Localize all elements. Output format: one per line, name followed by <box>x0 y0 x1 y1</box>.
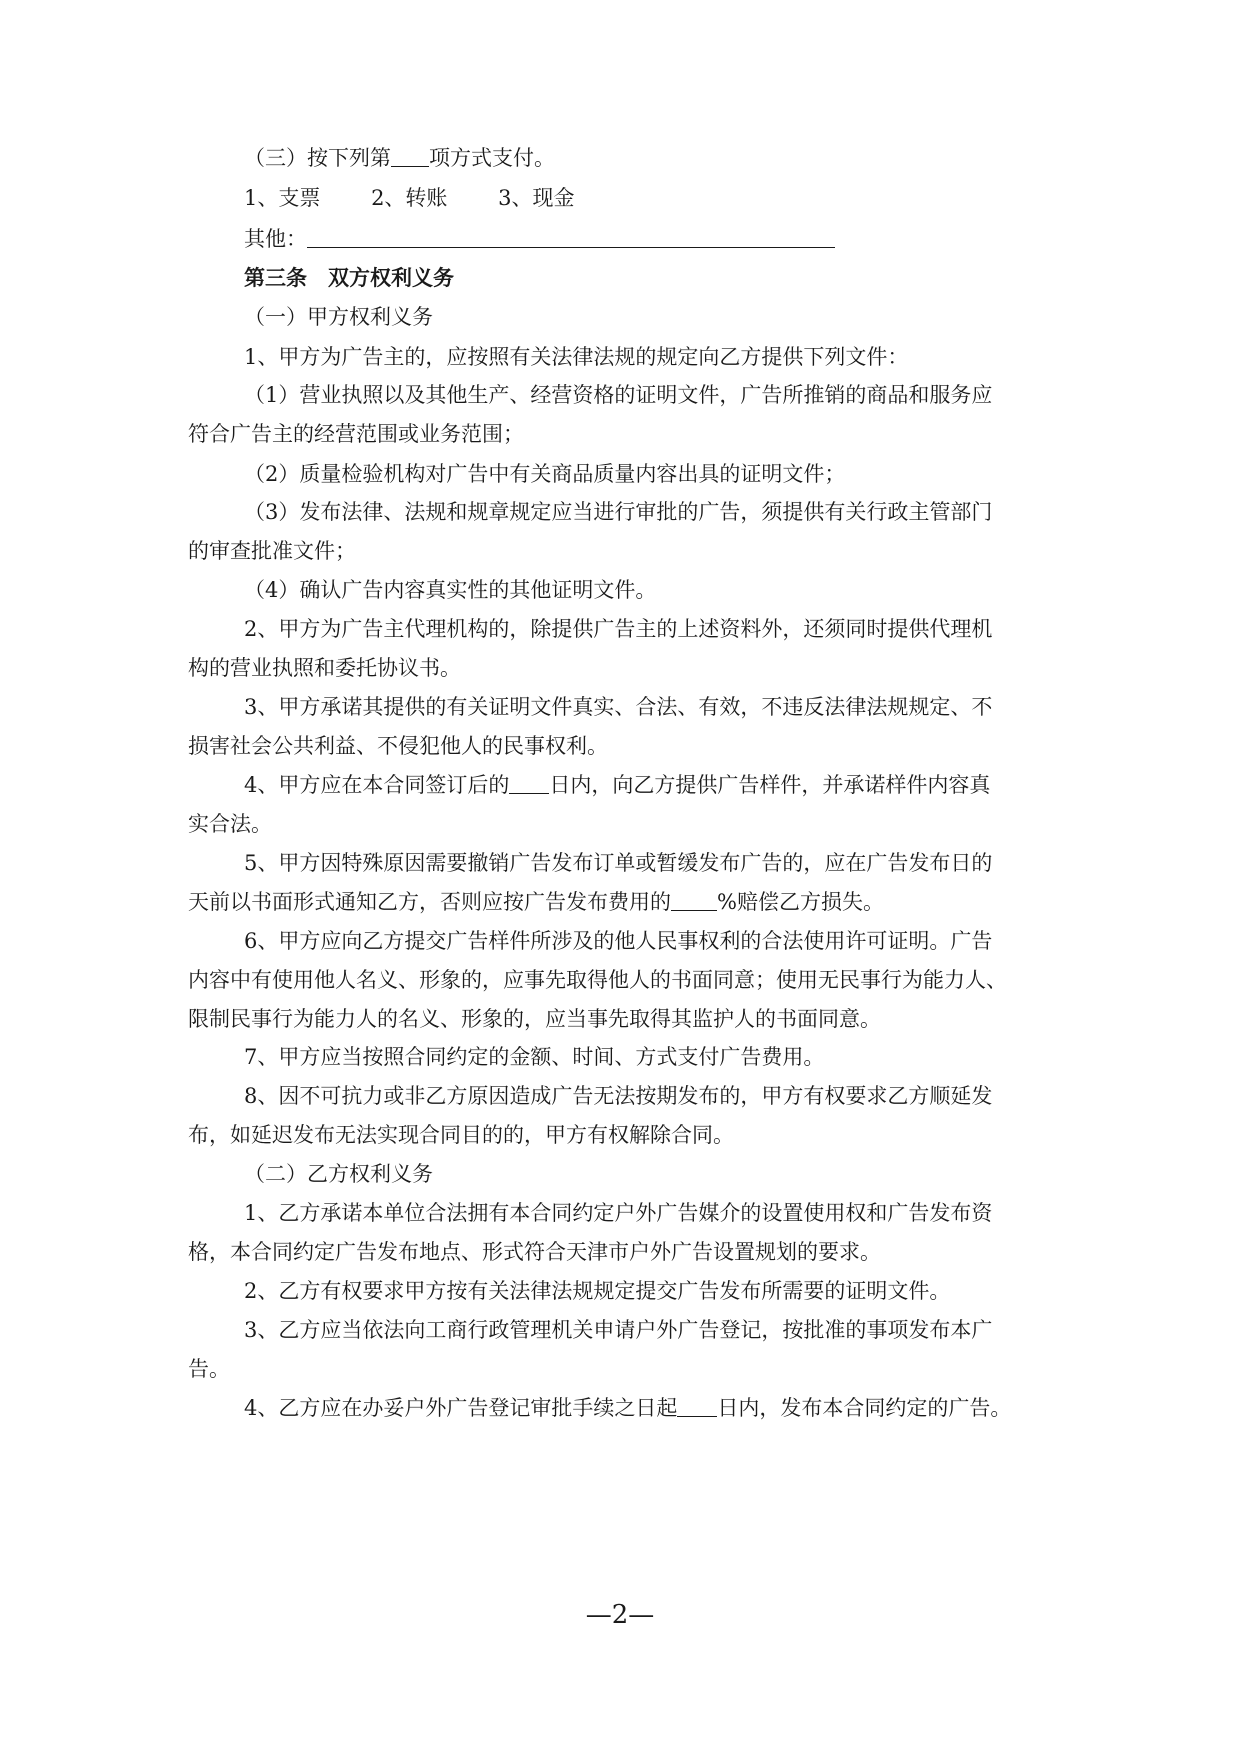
paragraph: 格，本合同约定广告发布地点、形式符合天津市户外广告设置规划的要求。 <box>188 1240 881 1264</box>
paragraph: 损害社会公共利益、不侵犯他人的民事权利。 <box>188 734 608 758</box>
paragraph: 4、乙方应在办妥户外广告登记审批手续之日起 日内，发布本合同约定的广告。 <box>244 1396 1012 1420</box>
paragraph: 3、甲方承诺其提供的有关证明文件真实、合法、有效，不违反法律法规规定、不 <box>244 695 993 719</box>
paragraph: 2、乙方有权要求甲方按有关法律法规规定提交广告发布所需要的证明文件。 <box>244 1279 951 1303</box>
paragraph: 6、甲方应向乙方提交广告样件所涉及的他人民事权利的合法使用许可证明。广告 <box>244 929 993 953</box>
paragraph: 2、甲方为广告主代理机构的，除提供广告主的上述资料外，还须同时提供代理机 <box>244 617 993 641</box>
payment-option: 2、转账 <box>371 186 448 210</box>
paragraph: （1）营业执照以及其他生产、经营资格的证明文件，广告所推销的商品和服务应 <box>244 383 993 407</box>
payment-option: 1、支票 <box>244 186 321 210</box>
paragraph: （4）确认广告内容真实性的其他证明文件。 <box>244 578 657 602</box>
paragraph: 符合广告主的经营范围或业务范围； <box>188 422 524 446</box>
section-heading-party-b: （二）乙方权利义务 <box>244 1162 433 1186</box>
payment-other-line: 其他： <box>244 224 1119 254</box>
paragraph: 7、甲方应当按照合同约定的金额、时间、方式支付广告费用。 <box>244 1045 825 1069</box>
paragraph: 3、乙方应当依法向工商行政管理机关申请户外广告登记，按批准的事项发布本广 <box>244 1318 993 1342</box>
paragraph: 5、甲方因特殊原因需要撤销广告发布订单或暂缓发布广告的，应在广告发布日的 <box>244 851 993 875</box>
paragraph: （2）质量检验机构对广告中有关商品质量内容出具的证明文件； <box>244 462 846 486</box>
paragraph: 告。 <box>188 1357 230 1381</box>
paragraph: 内容中有使用他人名义、形象的，应事先取得他人的书面同意；使用无民事行为能力人、 <box>188 968 1007 992</box>
article-title: 第三条 双方权利义务 <box>244 265 454 290</box>
blank-field <box>509 773 549 794</box>
paragraph: 布，如延迟发布无法实现合同目的的，甲方有权解除合同。 <box>188 1123 734 1147</box>
page-number: —2— <box>585 1600 655 1630</box>
paragraph: 8、因不可抗力或非乙方原因造成广告无法按期发布的，甲方有权要求乙方顺延发 <box>244 1084 993 1108</box>
paragraph: 的审查批准文件； <box>188 539 356 563</box>
payment-options <box>244 183 1119 213</box>
paragraph: 限制民事行为能力人的名义、形象的，应当事先取得其监护人的书面同意。 <box>188 1007 881 1031</box>
payment-method-line: （三）按下列第 项方式支付。 <box>244 146 555 170</box>
paragraph: 1、甲方为广告主的，应按照有关法律法规的规定向乙方提供下列文件： <box>244 345 909 369</box>
paragraph: 实合法。 <box>188 812 272 836</box>
blank-field <box>677 1396 717 1417</box>
payment-option: 3、现金 <box>498 186 575 210</box>
paragraph: 天前以书面形式通知乙方，否则应按广告发布费用的 %赔偿乙方损失。 <box>188 890 884 914</box>
blank-field <box>391 146 429 167</box>
blank-field <box>307 227 835 248</box>
paragraph: 构的营业执照和委托协议书。 <box>188 656 461 680</box>
paragraph: （3）发布法律、法规和规章规定应当进行审批的广告，须提供有关行政主管部门 <box>244 500 993 524</box>
paragraph: 1、乙方承诺本单位合法拥有本合同约定户外广告媒介的设置使用权和广告发布资 <box>244 1201 993 1225</box>
paragraph: 4、甲方应在本合同签订后的 日内，向乙方提供广告样件，并承诺样件内容真 <box>244 773 991 797</box>
section-heading-party-a: （一）甲方权利义务 <box>244 305 433 329</box>
blank-field <box>671 890 717 911</box>
